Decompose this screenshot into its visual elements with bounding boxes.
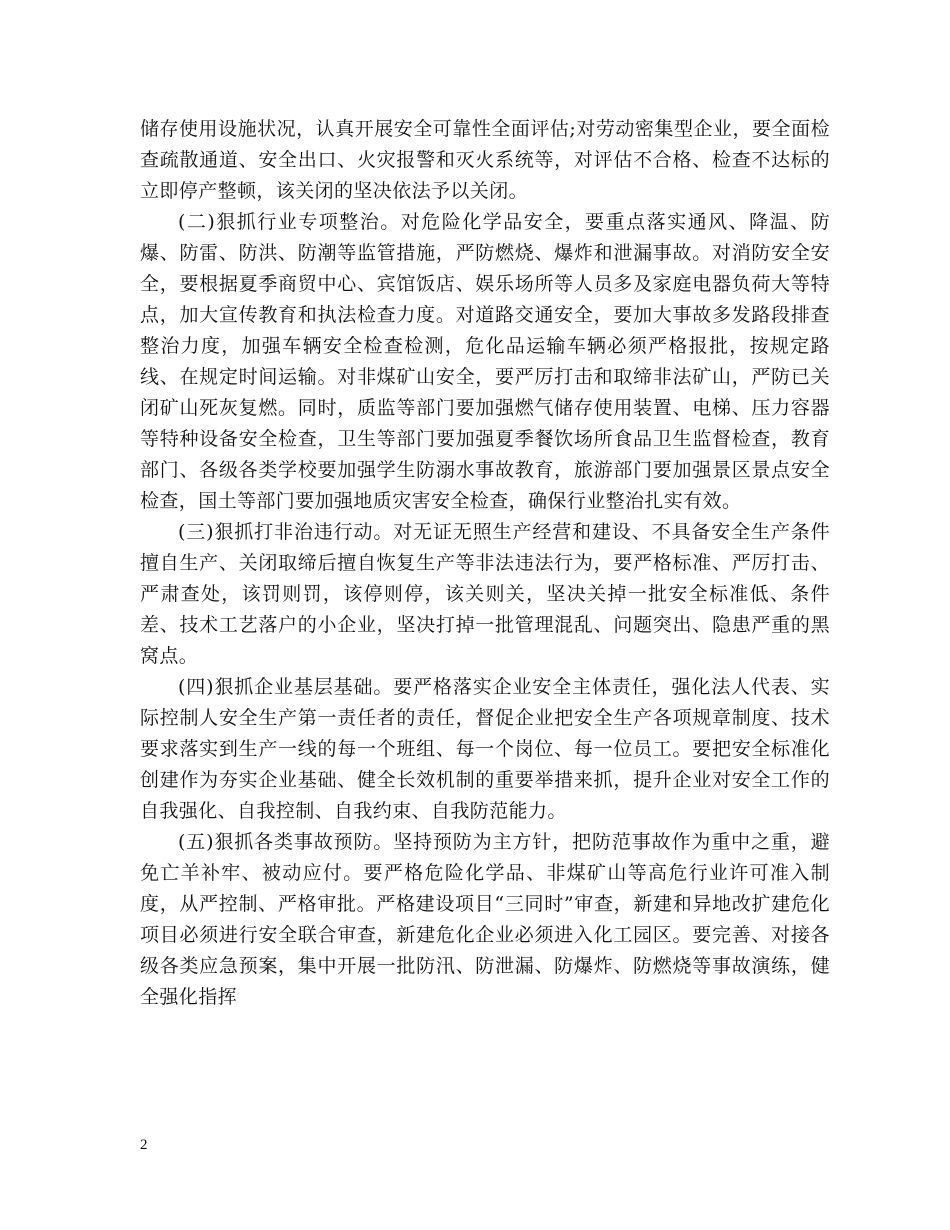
paragraph-4: (四)狠抓企业基层基础。要严格落实企业安全主体责任，强化法人代表、实际控制人安全生产第一责任者的责任，督促企业把安全生产各项规章制度、技术要求落实到生产一线的每一个班组、每一个岗位、每一位员工。要把安全标准化创建作为夯实企业基础、健全长效机制的重要举措来抓，提升企业对安全工作的自我强化、自我控制、自我约束、自我防范能力。 bbox=[140, 676, 830, 822]
paragraph-5: (五)狠抓各类事故预防。坚持预防为主方针，把防范事故作为重中之重，避免亡羊补牢、被动应付。要严格危险化学品、非煤矿山等高危行业许可准入制度，从严控制、严格审批。严格建设项目“三同时”审查，新建和异地改扩建危化项目必须进行安全联合审查，新建危化企业必须进入化工园区。要完善、对接各级各类应急预案，集中开展一批防汛、防泄漏、防爆炸、防燃烧等事故演练，健全强化指挥 bbox=[140, 831, 830, 1008]
page-number: 2 bbox=[140, 1137, 148, 1153]
paragraph-1: 储存使用设施状况，认真开展安全可靠性全面评估;对劳动密集型企业，要全面检查疏散通道、安全出口、火灾报警和灭火系统等，对评估不合格、检查不达标的立即停产整顿，该关闭的坚决依法予以关闭。 bbox=[140, 118, 830, 202]
paragraph-3: (三)狠抓打非治违行动。对无证无照生产经营和建设、不具备安全生产条件擅自生产、关闭取缔后擅自恢复生产等非法违法行为，要严格标准、严厉打击、严肃查处，该罚则罚，该停则停，该关则关，坚决关掉一批安全标准低、条件差、技术工艺落户的小企业，坚决打掉一批管理混乱、问题突出、隐患严重的黑窝点。 bbox=[140, 521, 830, 667]
document-body bbox=[140, 114, 830, 1013]
paragraph-2: (二)狠抓行业专项整治。对危险化学品安全，要重点落实通风、降温、防爆、防雷、防洪、防潮等监管措施，严防燃烧、爆炸和泄漏事故。对消防安全安全，要根据夏季商贸中心、宾馆饭店、娱乐场所等人员多及家庭电器负荷大等特点，加大宣传教育和执法检查力度。对道路交通安全，要加大事故多发路段排查整治力度，加强车辆安全检查检测，危化品运输车辆必须严格报批，按规定路线、在规定时间运输。对非煤矿山安全，要严厉打击和取缔非法矿山，严防已关闭矿山死灰复燃。同时，质监等部门要加强燃气储存使用装置、电梯、压力容器等特种设备安全检查，卫生等部门要加强夏季餐饮场所食品卫生监督检查，教育部门、各级各类学校要加强学生防溺水事故教育，旅游部门要加强景区景点安全检查，国土等部门要加强地质灾害安全检查，确保行业整治扎实有效。 bbox=[140, 211, 830, 512]
